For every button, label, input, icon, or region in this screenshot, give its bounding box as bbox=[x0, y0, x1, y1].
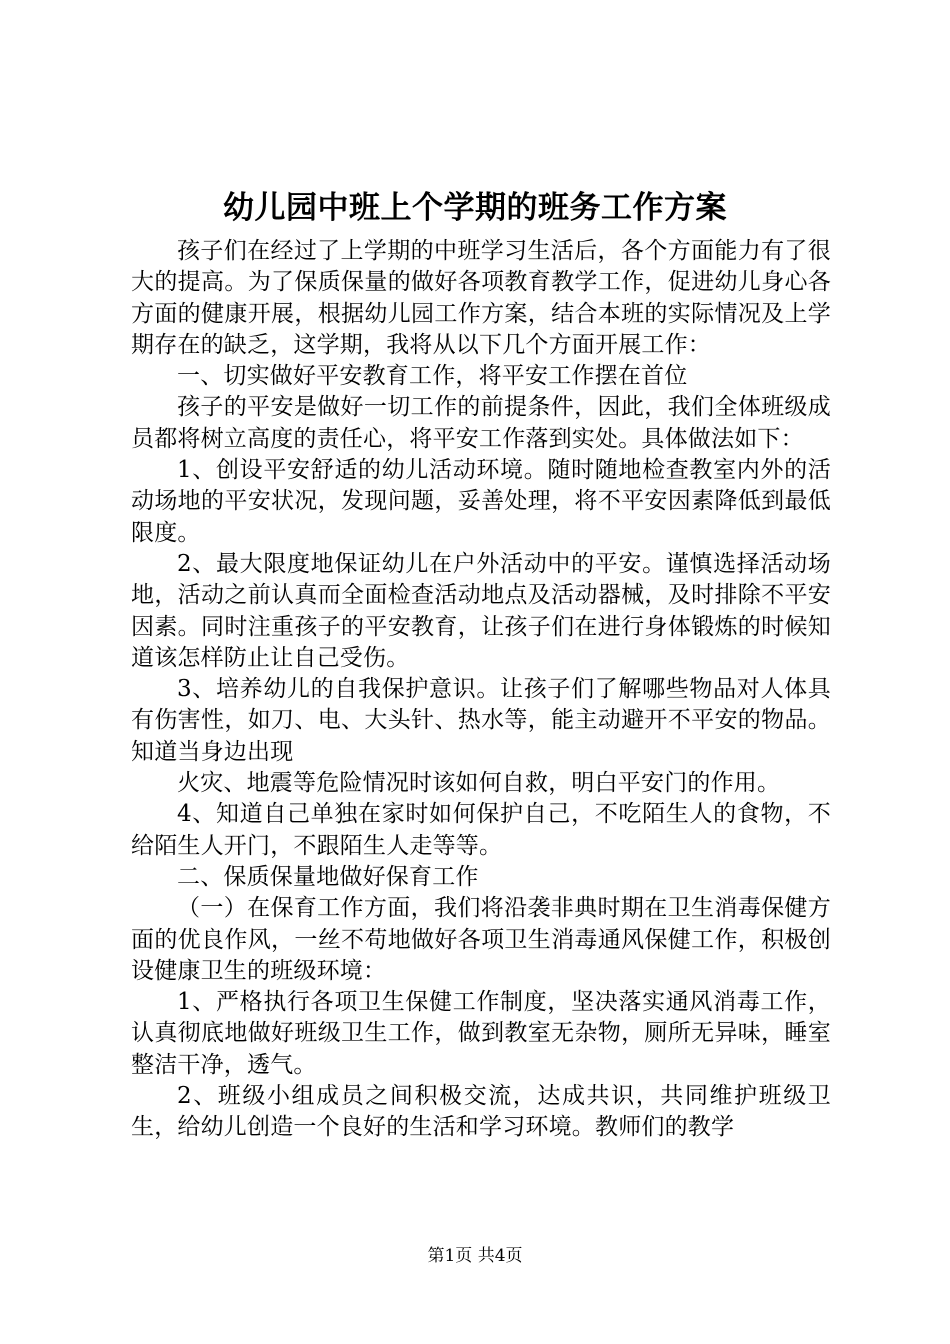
list-item-care-2: 2、班级小组成员之间积极交流，达成共识，共同维护班级卫生，给幼儿创造一个良好的生活和学习环境。教师们的教学 bbox=[131, 1083, 831, 1141]
list-item-safety-2: 2、最大限度地保证幼儿在户外活动中的平安。谨慎选择活动场地，活动之前认真而全面检查活动地点及活动器械，及时排除不平安因素。同时注重孩子的平安教育，让孩子们在进行身体锻炼的时候知道该怎样防止让自己受伤。 bbox=[131, 550, 831, 671]
page-footer: 第1页 共4页 bbox=[427, 1246, 523, 1266]
list-item-safety-3-continued: 火灾、地震等危险情况时该如何自救，明白平安门的作用。 bbox=[177, 770, 781, 797]
document-body bbox=[131, 236, 831, 1144]
document-title: 幼儿园中班上个学期的班务工作方案 bbox=[223, 190, 727, 226]
list-item-care-1: 1、严格执行各项卫生保健工作制度，坚决落实通风消毒工作，认真彻底地做好班级卫生工作，做到教室无杂物，厕所无异味，睡室整洁干净，透气。 bbox=[131, 989, 831, 1078]
section-heading-safety: 一、切实做好平安教育工作，将平安工作摆在首位 bbox=[177, 363, 688, 390]
list-item-safety-3: 3、培养幼儿的自我保护意识。让孩子们了解哪些物品对人体具有伤害性，如刀、电、大头针、热水等，能主动避开不平安的物品。知道当身边出现 bbox=[131, 676, 831, 765]
paragraph-care-intro: （一）在保育工作方面，我们将沿袭非典时期在卫生消毒保健方面的优良作风，一丝不苟地做好各项卫生消毒通风保健工作，积极创设健康卫生的班级环境： bbox=[131, 895, 831, 984]
paragraph-safety-intro: 孩子的平安是做好一切工作的前提条件，因此，我们全体班级成员都将树立高度的责任心，将平安工作落到实处。具体做法如下： bbox=[131, 394, 831, 452]
list-item-safety-1: 1、创设平安舒适的幼儿活动环境。随时随地检查教室内外的活动场地的平安状况，发现问题，妥善处理，将不平安因素降低到最低限度。 bbox=[131, 457, 831, 546]
list-item-safety-4: 4、知道自己单独在家时如何保护自己，不吃陌生人的食物，不给陌生人开门，不跟陌生人走等等。 bbox=[131, 801, 831, 859]
section-heading-care: 二、保质保量地做好保育工作 bbox=[177, 863, 479, 890]
paragraph-intro: 孩子们在经过了上学期的中班学习生活后，各个方面能力有了很大的提高。为了保质保量的做好各项教育教学工作，促进幼儿身心各方面的健康开展，根据幼儿园工作方案，结合本班的实际情况及上学期存在的缺乏，这学期，我将从以下几个方面开展工作： bbox=[131, 238, 831, 358]
